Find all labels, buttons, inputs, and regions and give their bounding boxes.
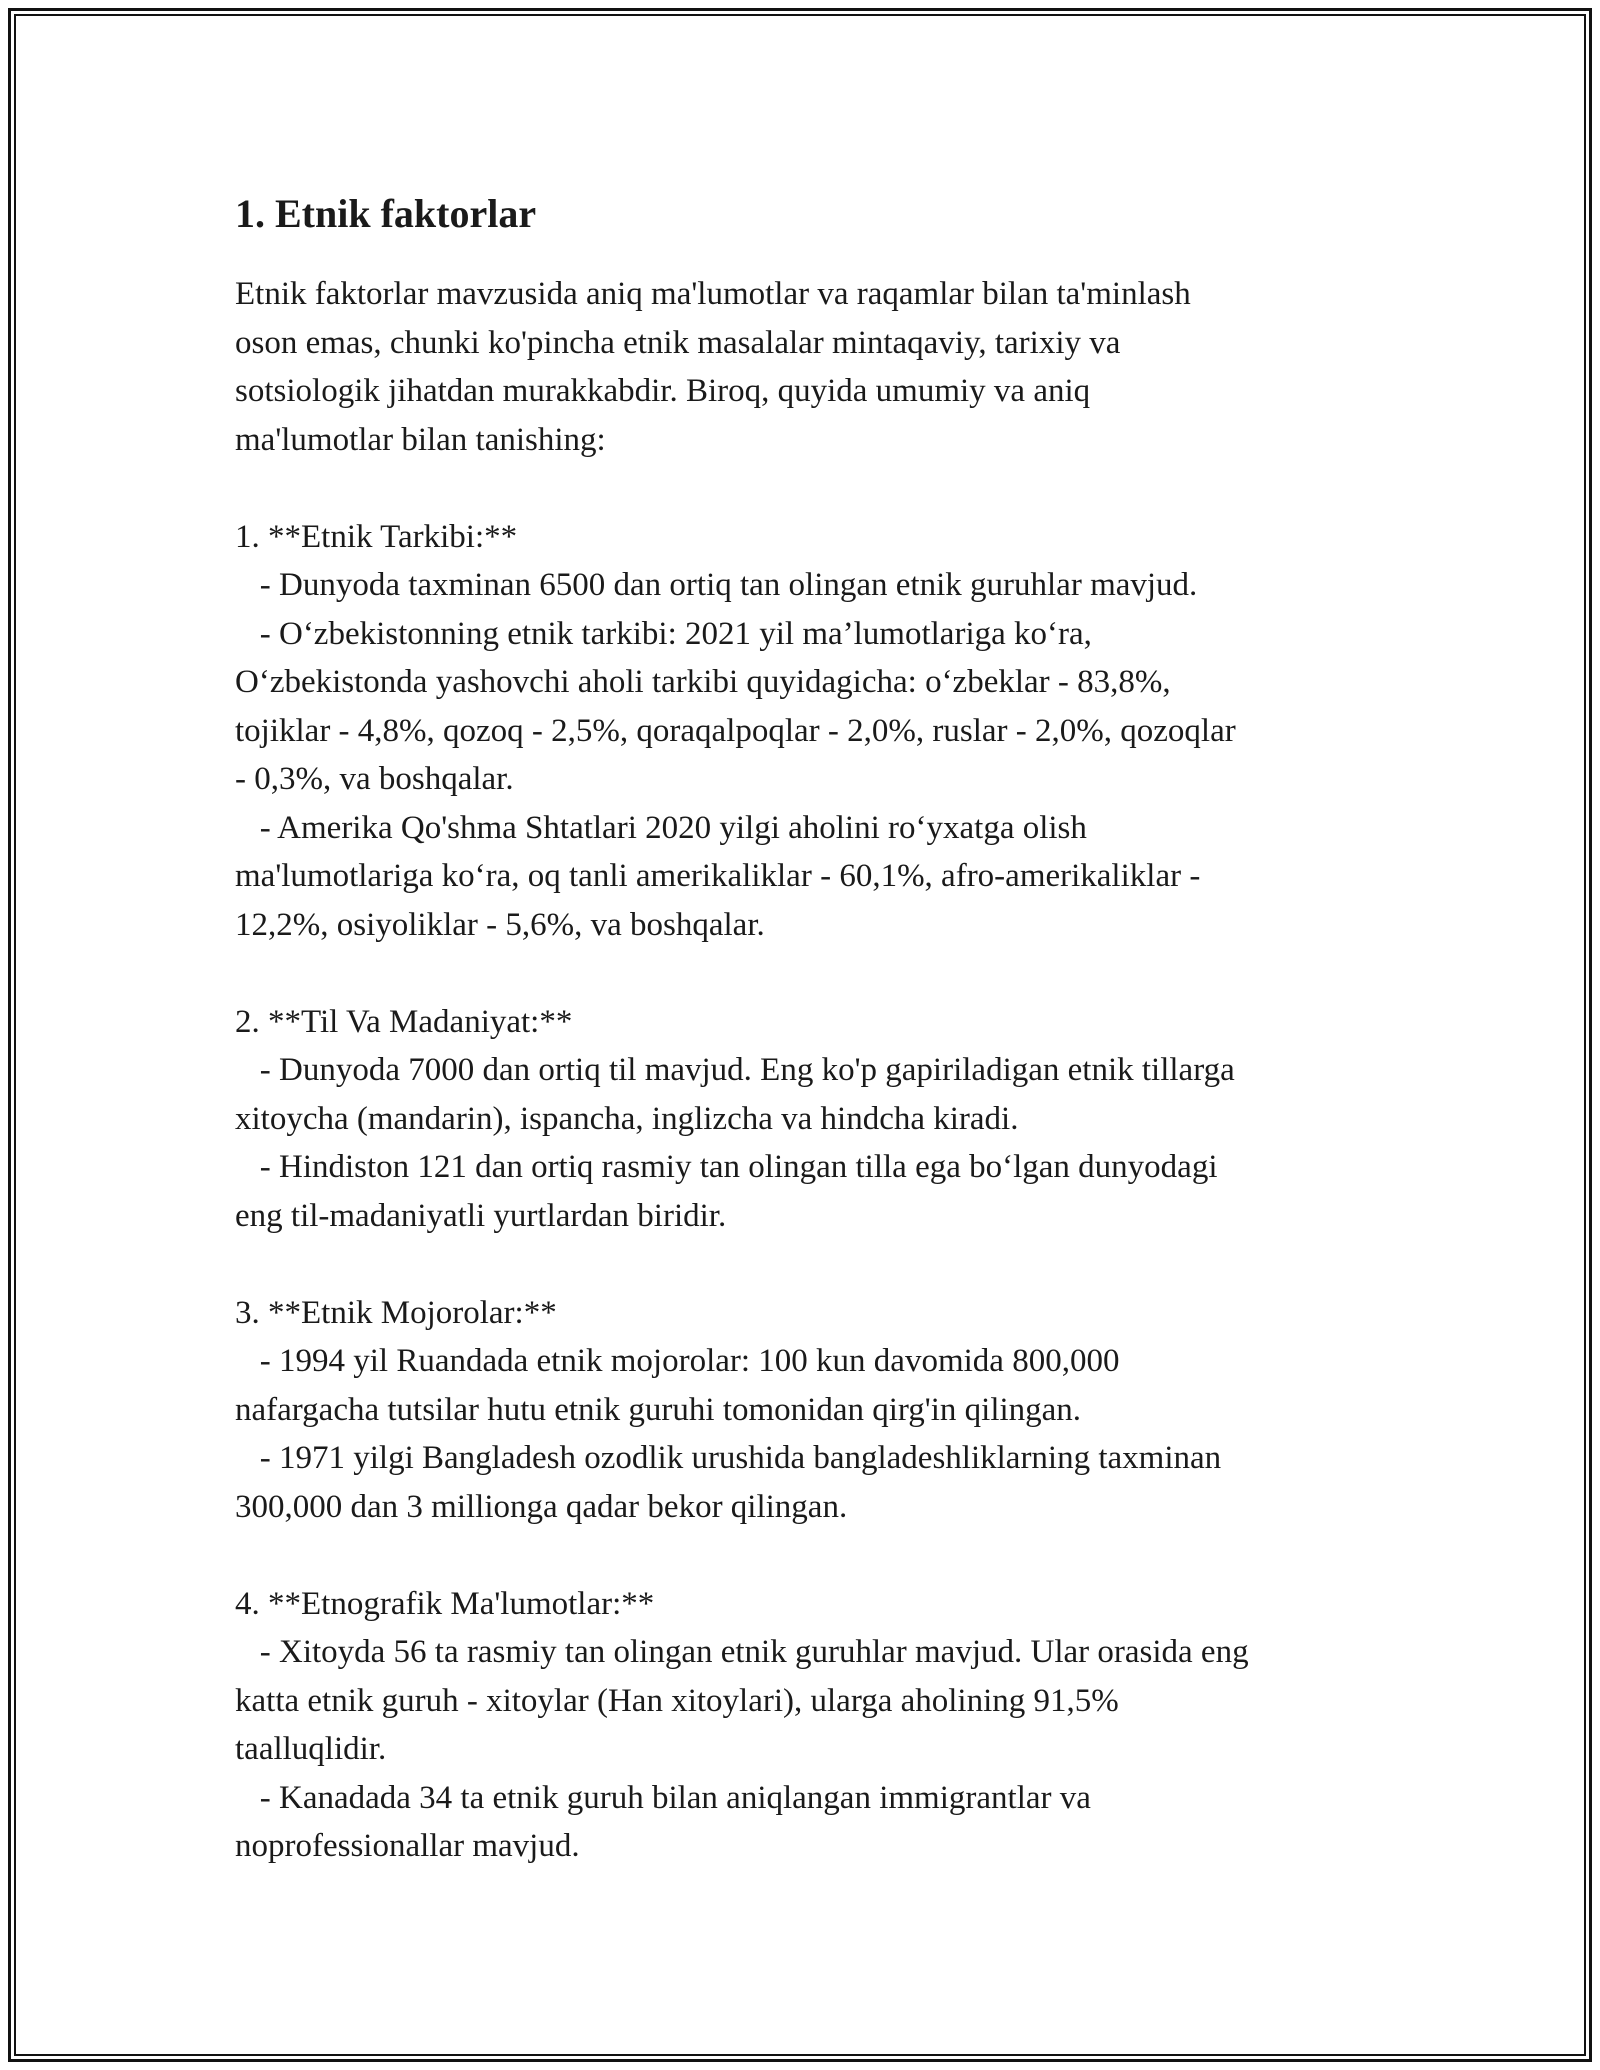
section-etnik-mojorolar — [235, 1289, 1375, 1532]
section-heading: 1. **Etnik Tarkibi:** — [235, 518, 518, 555]
list-item: - Dunyoda 7000 dan ortiq til mavjud. Eng ko'p gapiriladigan etnik tillarga xitoycha (mandarin), ispancha, inglizcha va hindcha kiradi. — [235, 1052, 1235, 1137]
section-heading: 4. **Etnografik Ma'lumotlar:** — [235, 1585, 655, 1622]
spacer — [235, 1240, 1375, 1289]
section-etnik-tarkibi — [235, 513, 1375, 950]
list-item: - 1971 yilgi Bangladesh ozodlik urushida bangladeshliklarning taxminan 300,000 dan 3 millionga qadar bekor qilingan. — [235, 1440, 1222, 1525]
section-til-va-madaniyat — [235, 998, 1375, 1241]
spacer — [235, 1531, 1375, 1580]
section-etnografik-malumotlar — [235, 1580, 1375, 1871]
list-item: - Dunyoda taxminan 6500 dan ortiq tan olingan etnik guruhlar mavjud. — [235, 567, 1198, 603]
list-item: - O‘zbekistonning etnik tarkibi: 2021 yil ma’lumotlariga ko‘ra, O‘zbekistonda yashovchi aholi tarkibi quyidagicha: o‘zbeklar - 83,8%, tojiklar - 4,8%, qozoq - 2,5%, qoraqalpoqlar - 2,0%, ruslar - 2,0%, qozoqlar - 0,3%, va boshqalar. — [235, 615, 1236, 797]
intro-paragraph: Etnik faktorlar mavzusida aniq ma'lumotlar va raqamlar bilan ta'minlash oson emas, chunki ko'pincha etnik masalalar mintaqaviy, tarixiy va sotsiologik jihatdan murakkabdir. Biroq, quyida umumiy va aniq ma'lumotlar bilan tanishing: — [235, 276, 1191, 458]
list-item: - Kanadada 34 ta etnik guruh bilan aniqlangan immigrantlar va noprofessionallar mavjud. — [235, 1779, 1091, 1864]
list-item: - Amerika Qo'shma Shtatlari 2020 yilgi aholini ro‘yxatga olish ma'lumotlariga ko‘ra, oq tanli amerikaliklar - 60,1%, afro-amerikaliklar - 12,2%, osiyoliklar - 5,6%, va boshqalar. — [235, 809, 1201, 943]
spacer — [235, 949, 1375, 998]
document-body — [235, 182, 1375, 1871]
list-item: - 1994 yil Ruandada etnik mojorolar: 100 kun davomida 800,000 nafargacha tutsilar hutu etnik guruhi tomonidan qirg'in qilingan. — [235, 1343, 1120, 1428]
list-item: - Hindiston 121 dan ortiq rasmiy tan olingan tilla ega bo‘lgan dunyodagi eng til-madaniyatli yurtlardan biridir. — [235, 1149, 1218, 1234]
list-item: - Xitoyda 56 ta rasmiy tan olingan etnik guruhlar mavjud. Ular orasida eng katta etnik guruh - xitoylar (Han xitoylari), ularga aholining 91,5% taalluqlidir. — [235, 1634, 1249, 1767]
document-title: 1. Etnik faktorlar — [235, 191, 537, 236]
section-heading: 2. **Til Va Madaniyat:** — [235, 1003, 573, 1040]
section-heading: 3. **Etnik Mojorolar:** — [235, 1294, 557, 1331]
spacer — [235, 464, 1375, 513]
